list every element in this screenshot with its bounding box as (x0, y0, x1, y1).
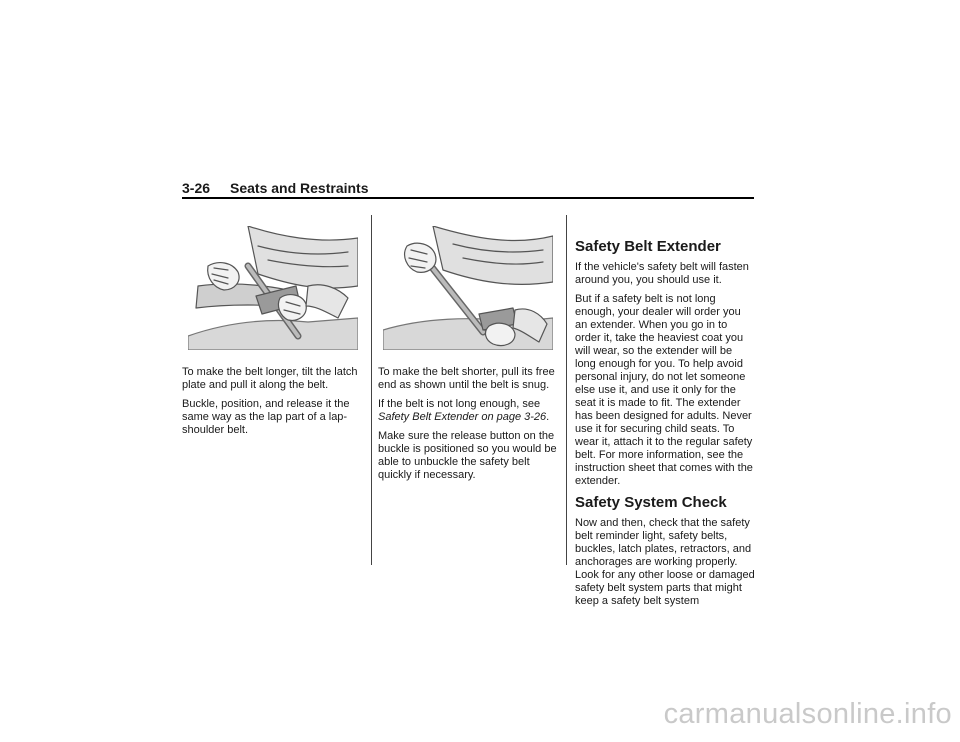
paragraph-text: . (546, 411, 550, 423)
cross-reference-link[interactable]: Safety Belt Extender on page 3-26 (378, 411, 547, 423)
page-number: 3-26 (182, 180, 211, 196)
section-heading: Safety Belt Extender (575, 238, 721, 255)
watermark: carmanualsonline.info (663, 698, 952, 730)
paragraph: Now and then, check that the safety belt reminder light, safety belts, buckles, latch plates, retractors, and anchorages are working properly. Look for any other loose or damaged safety belt system parts that might keep a safety belt system (575, 517, 755, 607)
column-divider-2 (566, 215, 567, 565)
section-heading: Safety System Check (575, 494, 727, 511)
belt-lengthen-illustration (188, 226, 358, 350)
paragraph: Make sure the release button on the buckle is positioned so you would be able to unbuckle the safety belt quickly if necessary. (378, 430, 557, 481)
column-2 (378, 366, 558, 488)
paragraph: To make the belt shorter, pull its free end as shown until the belt is snug. (378, 366, 555, 391)
column-1 (182, 366, 362, 443)
paragraph: But if a safety belt is not long enough, your dealer will order you an extender. When you go in to order it, take the heaviest coat you will wear, so the extender will be long enough for you. To help avoid personal injury, do not let someone else use it, and use it only for the seat it is made to fit. The extender has been designed for adults. Never use it for securing child seats. To wear it, attach it to the regular safety belt. For more information, see the instruction sheet that comes with the extender. (575, 293, 753, 487)
header-rule (182, 197, 754, 199)
column-divider-1 (371, 215, 372, 565)
section-title: Seats and Restraints (230, 180, 369, 196)
column-3 (575, 238, 755, 614)
paragraph (378, 398, 558, 424)
belt-shorten-illustration (383, 226, 553, 350)
page-header (182, 180, 754, 198)
paragraph-text: If the belt is not long enough, see (378, 398, 541, 410)
paragraph: If the vehicle's safety belt will fasten around you, you should use it. (575, 261, 749, 286)
paragraph: To make the belt longer, tilt the latch plate and pull it along the belt. (182, 366, 358, 391)
paragraph: Buckle, position, and release it the same way as the lap part of a lap-shoulder belt. (182, 398, 350, 436)
